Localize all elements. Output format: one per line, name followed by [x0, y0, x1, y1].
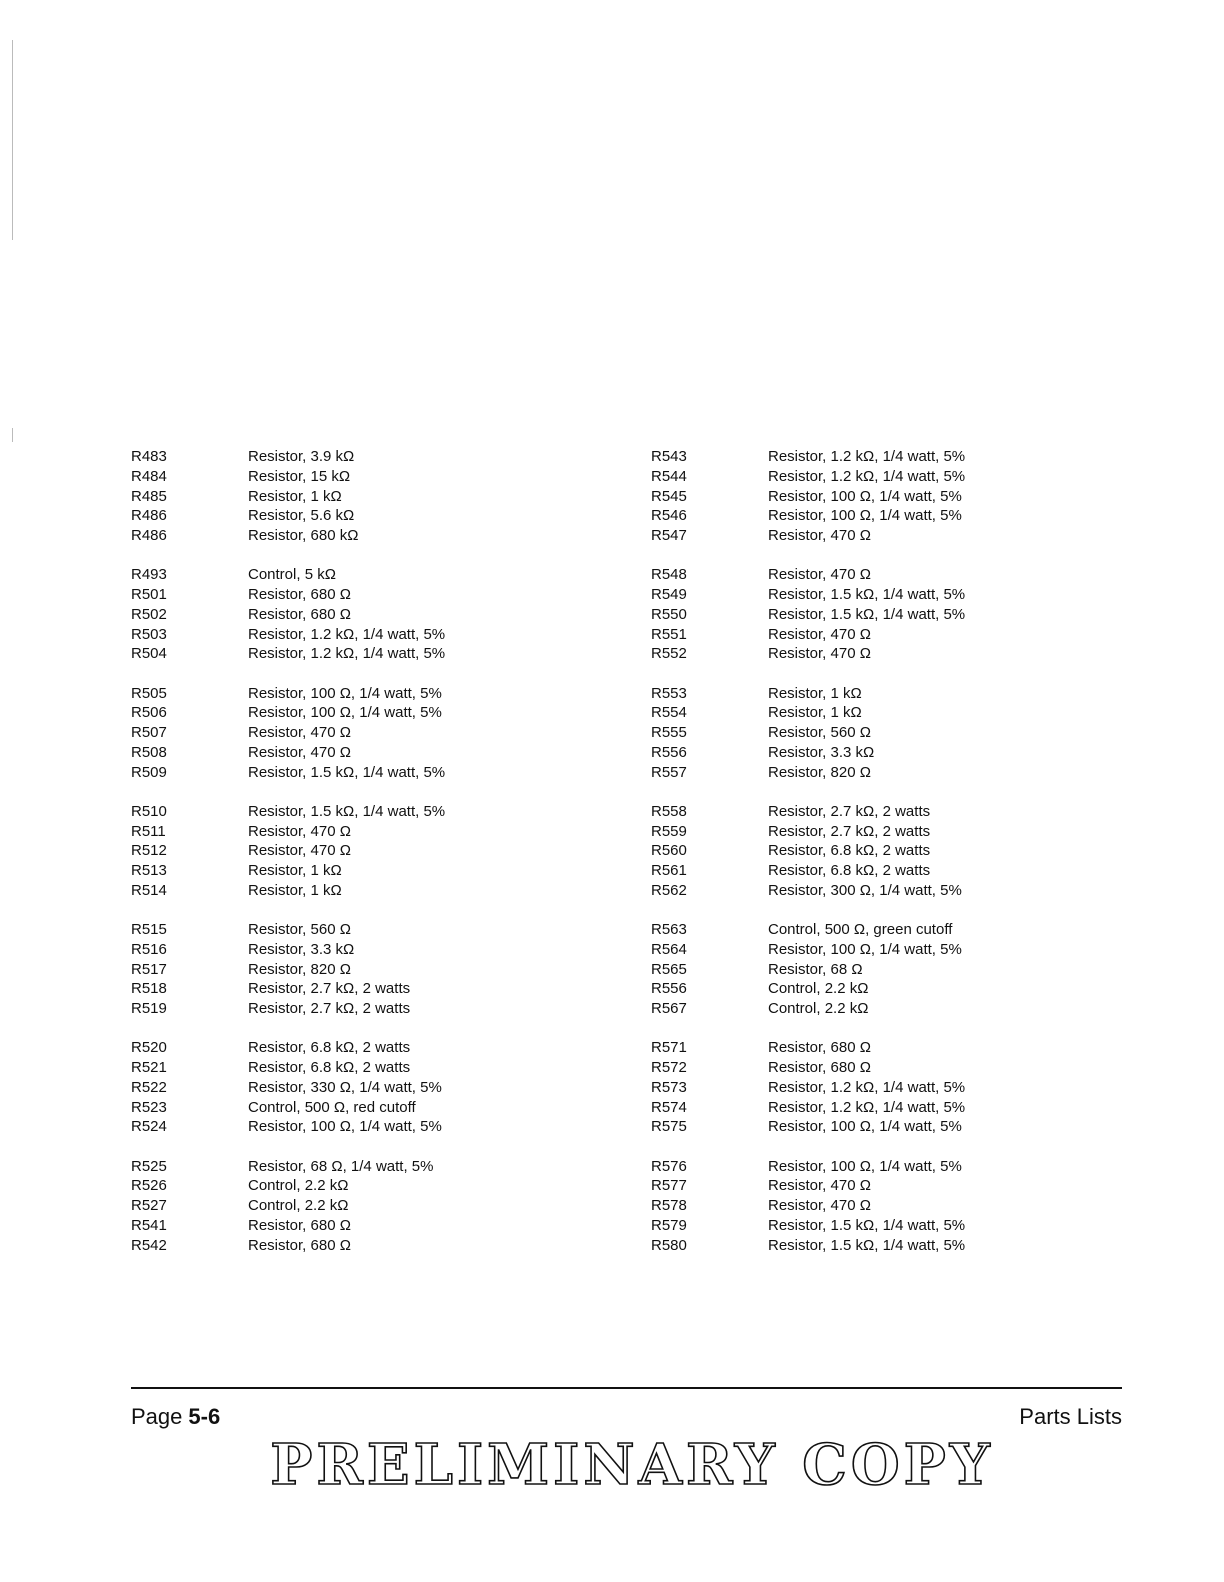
part-description: Resistor, 1.5 kΩ, 1/4 watt, 5%: [248, 763, 446, 781]
parts-row: [131, 881, 601, 901]
parts-row: [131, 999, 601, 1019]
part-description: Resistor, 1.5 kΩ, 1/4 watt, 5%: [248, 802, 446, 820]
part-description: Control, 2.2 kΩ: [248, 1177, 349, 1195]
part-reference: R544: [651, 467, 687, 485]
part-reference: R547: [651, 527, 687, 544]
page-number-label: [131, 1404, 220, 1430]
part-description: Resistor, 470 Ω: [768, 625, 871, 643]
parts-row: [651, 1236, 1121, 1256]
part-description: Resistor, 560 Ω: [248, 921, 351, 938]
part-reference: R572: [651, 1059, 687, 1076]
parts-row: [651, 447, 1121, 467]
parts-group: [131, 1038, 601, 1137]
part-reference: R571: [651, 1039, 687, 1057]
part-description: Resistor, 1 kΩ: [768, 704, 862, 722]
part-description: Resistor, 680 Ω: [248, 1236, 351, 1254]
parts-row: [131, 467, 601, 487]
part-reference: R558: [651, 802, 687, 820]
parts-group: [131, 1157, 601, 1256]
parts-row: [651, 1098, 1121, 1118]
parts-row: [651, 920, 1121, 940]
parts-row: [131, 822, 601, 842]
parts-row: [651, 644, 1121, 664]
part-reference: R519: [131, 1000, 167, 1017]
part-description: Resistor, 1.2 kΩ, 1/4 watt, 5%: [768, 1098, 966, 1116]
part-description: Resistor, 100 Ω, 1/4 watt, 5%: [248, 704, 442, 722]
parts-row: [131, 743, 601, 763]
part-description: Resistor, 820 Ω: [248, 960, 351, 978]
page-number: 5-6: [188, 1404, 221, 1429]
part-description: Resistor, 100 Ω, 1/4 watt, 5%: [768, 1157, 962, 1175]
parts-row: [131, 625, 601, 645]
parts-row: [651, 625, 1121, 645]
parts-list-left-column: [131, 447, 601, 1275]
part-reference: R507: [131, 724, 167, 741]
part-description: Resistor, 300 Ω, 1/4 watt, 5%: [768, 881, 962, 899]
part-reference: R518: [131, 980, 167, 998]
part-reference: R561: [651, 862, 687, 879]
part-reference: R564: [651, 940, 687, 958]
parts-row: [131, 1196, 601, 1216]
part-reference: R524: [131, 1118, 167, 1136]
part-reference: R575: [651, 1118, 687, 1136]
part-reference: R562: [651, 881, 687, 899]
part-description: Resistor, 15 kΩ: [248, 467, 351, 485]
part-description: Resistor, 470 Ω: [768, 1197, 871, 1214]
part-reference: R527: [131, 1197, 167, 1214]
parts-row: [131, 585, 601, 605]
part-description: Resistor, 2.7 kΩ, 2 watts: [248, 980, 411, 998]
part-description: Resistor, 1.2 kΩ, 1/4 watt, 5%: [768, 1078, 966, 1096]
part-description: Resistor, 3.3 kΩ: [248, 940, 355, 958]
part-description: Resistor, 1 kΩ: [248, 862, 342, 879]
part-description: Resistor, 1.5 kΩ, 1/4 watt, 5%: [768, 1236, 966, 1254]
part-reference: R512: [131, 842, 167, 860]
part-description: Resistor, 330 Ω, 1/4 watt, 5%: [248, 1078, 442, 1096]
parts-row: [651, 1058, 1121, 1078]
scan-margin-mark: [12, 428, 13, 442]
parts-row: [131, 1236, 601, 1256]
part-reference: R493: [131, 566, 167, 584]
part-description: Resistor, 2.7 kΩ, 2 watts: [248, 1000, 411, 1017]
part-reference: R580: [651, 1236, 687, 1254]
parts-row: [131, 1078, 601, 1098]
parts-row: [131, 1176, 601, 1196]
parts-row: [131, 506, 601, 526]
part-description: Resistor, 1 kΩ: [248, 487, 342, 505]
part-reference: R549: [651, 586, 687, 603]
part-reference: R511: [131, 822, 166, 840]
parts-row: [651, 881, 1121, 901]
part-reference: R517: [131, 960, 167, 978]
part-reference: R509: [131, 763, 167, 781]
parts-row: [131, 1098, 601, 1118]
part-description: Resistor, 68 Ω: [768, 960, 863, 978]
part-reference: R552: [651, 645, 687, 663]
part-reference: R565: [651, 960, 687, 978]
part-reference: R579: [651, 1216, 687, 1234]
part-description: Resistor, 820 Ω: [768, 763, 871, 781]
parts-row: [131, 940, 601, 960]
page-word: Page: [131, 1404, 183, 1429]
part-reference: R550: [651, 605, 687, 623]
parts-row: [131, 1058, 601, 1078]
part-reference: R505: [131, 684, 167, 702]
parts-group: [651, 802, 1121, 901]
preliminary-copy-stamp: PRELIMINARY COPY: [270, 1432, 994, 1498]
part-reference: R560: [651, 842, 687, 860]
part-reference: R548: [651, 566, 687, 584]
part-reference: R521: [131, 1059, 167, 1076]
parts-row: [651, 506, 1121, 526]
parts-row: [651, 1157, 1121, 1177]
parts-row: [131, 487, 601, 507]
part-description: Resistor, 100 Ω, 1/4 watt, 5%: [768, 1118, 962, 1136]
parts-group: [651, 1157, 1121, 1256]
part-description: Resistor, 1.2 kΩ, 1/4 watt, 5%: [248, 645, 446, 663]
part-reference: R576: [651, 1157, 687, 1175]
part-reference: R483: [131, 448, 167, 465]
part-reference: R551: [651, 625, 687, 643]
parts-group: [651, 447, 1121, 546]
part-reference: R486: [131, 527, 167, 544]
parts-row: [131, 841, 601, 861]
part-description: Resistor, 6.8 kΩ, 2 watts: [248, 1039, 411, 1057]
part-description: Resistor, 3.3 kΩ: [768, 743, 875, 761]
part-reference: R513: [131, 862, 167, 879]
part-reference: R515: [131, 921, 167, 938]
part-description: Resistor, 680 Ω: [248, 1216, 351, 1234]
part-reference: R504: [131, 645, 167, 663]
parts-row: [131, 565, 601, 585]
part-description: Resistor, 5.6 kΩ: [248, 507, 355, 525]
part-description: Resistor, 470 Ω: [248, 822, 351, 840]
parts-row: [651, 743, 1121, 763]
parts-group: [131, 684, 601, 783]
parts-row: [651, 585, 1121, 605]
parts-row: [651, 1038, 1121, 1058]
parts-row: [131, 979, 601, 999]
parts-row: [651, 703, 1121, 723]
part-description: Resistor, 470 Ω: [768, 645, 871, 663]
part-reference: R545: [651, 487, 687, 505]
part-reference: R514: [131, 881, 167, 899]
parts-row: [131, 447, 601, 467]
part-reference: R523: [131, 1098, 167, 1116]
parts-list-right-column: [651, 447, 1121, 1275]
part-reference: R556: [651, 743, 687, 761]
parts-row: [651, 1196, 1121, 1216]
parts-row: [131, 1117, 601, 1137]
part-description: Resistor, 6.8 kΩ, 2 watts: [768, 862, 931, 879]
parts-row: [651, 1216, 1121, 1236]
part-description: Resistor, 1.5 kΩ, 1/4 watt, 5%: [768, 586, 966, 603]
parts-row: [131, 1216, 601, 1236]
part-description: Resistor, 6.8 kΩ, 2 watts: [768, 842, 931, 860]
parts-row: [651, 526, 1121, 546]
parts-row: [651, 723, 1121, 743]
part-reference: R526: [131, 1177, 167, 1195]
part-description: Resistor, 470 Ω: [768, 1177, 871, 1195]
parts-row: [131, 1038, 601, 1058]
part-reference: R484: [131, 467, 167, 485]
part-reference: R554: [651, 704, 687, 722]
parts-row: [131, 763, 601, 783]
parts-group: [651, 920, 1121, 1019]
part-reference: R486: [131, 507, 167, 525]
part-description: Resistor, 1.5 kΩ, 1/4 watt, 5%: [768, 1216, 966, 1234]
part-description: Resistor, 1.2 kΩ, 1/4 watt, 5%: [768, 467, 966, 485]
part-reference: R574: [651, 1098, 687, 1116]
part-description: Resistor, 470 Ω: [768, 527, 871, 544]
part-description: Resistor, 470 Ω: [248, 724, 351, 741]
section-title: Parts Lists: [1019, 1404, 1122, 1429]
part-description: Resistor, 100 Ω, 1/4 watt, 5%: [248, 1118, 442, 1136]
parts-row: [651, 1078, 1121, 1098]
part-description: Control, 500 Ω, green cutoff: [768, 921, 953, 938]
part-description: Resistor, 1 kΩ: [768, 684, 862, 702]
parts-row: [651, 802, 1121, 822]
part-description: Control, 2.2 kΩ: [248, 1197, 349, 1214]
part-description: Resistor, 470 Ω: [768, 566, 871, 584]
part-description: Resistor, 680 Ω: [768, 1059, 871, 1076]
parts-row: [651, 467, 1121, 487]
parts-row: [131, 861, 601, 881]
parts-row: [651, 999, 1121, 1019]
part-reference: R557: [651, 763, 687, 781]
parts-row: [651, 605, 1121, 625]
part-reference: R553: [651, 684, 687, 702]
part-description: Resistor, 2.7 kΩ, 2 watts: [768, 802, 931, 820]
part-reference: R520: [131, 1039, 167, 1057]
part-description: Control, 500 Ω, red cutoff: [248, 1098, 416, 1116]
part-description: Control, 5 kΩ: [248, 566, 336, 584]
part-description: Resistor, 100 Ω, 1/4 watt, 5%: [768, 940, 962, 958]
parts-row: [651, 1117, 1121, 1137]
part-reference: R556: [651, 980, 687, 998]
parts-row: [131, 605, 601, 625]
part-description: Resistor, 680 Ω: [768, 1039, 871, 1057]
parts-row: [651, 1176, 1121, 1196]
part-description: Resistor, 1.2 kΩ, 1/4 watt, 5%: [248, 625, 446, 643]
parts-group: [131, 447, 601, 546]
part-description: Resistor, 470 Ω: [248, 842, 351, 860]
part-reference: R522: [131, 1078, 167, 1096]
parts-row: [131, 920, 601, 940]
parts-row: [651, 763, 1121, 783]
part-reference: R503: [131, 625, 167, 643]
parts-row: [131, 1157, 601, 1177]
part-description: Resistor, 6.8 kΩ, 2 watts: [248, 1059, 411, 1076]
part-description: Resistor, 680 Ω: [248, 605, 351, 623]
parts-row: [651, 979, 1121, 999]
part-description: Control, 2.2 kΩ: [768, 1000, 869, 1017]
parts-row: [131, 723, 601, 743]
parts-row: [131, 802, 601, 822]
parts-group: [131, 565, 601, 664]
part-description: Resistor, 3.9 kΩ: [248, 448, 355, 465]
part-description: Control, 2.2 kΩ: [768, 980, 869, 998]
parts-row: [651, 841, 1121, 861]
part-description: Resistor, 560 Ω: [768, 724, 871, 741]
part-description: Resistor, 68 Ω, 1/4 watt, 5%: [248, 1157, 434, 1175]
parts-row: [131, 960, 601, 980]
part-reference: R578: [651, 1197, 687, 1214]
part-reference: R525: [131, 1157, 167, 1175]
footer-rule: [131, 1387, 1122, 1389]
part-reference: R508: [131, 743, 167, 761]
parts-group: [651, 565, 1121, 664]
part-description: Resistor, 680 kΩ: [248, 527, 359, 544]
part-description: Resistor, 680 Ω: [248, 586, 351, 603]
part-reference: R567: [651, 1000, 687, 1017]
part-reference: R501: [131, 586, 167, 603]
part-description: Resistor, 470 Ω: [248, 743, 351, 761]
part-reference: R510: [131, 802, 167, 820]
parts-row: [651, 565, 1121, 585]
scan-margin-mark: [12, 40, 13, 240]
part-reference: R577: [651, 1177, 687, 1195]
parts-group: [651, 1038, 1121, 1137]
part-reference: R485: [131, 487, 167, 505]
parts-group: [651, 684, 1121, 783]
part-reference: R546: [651, 507, 687, 525]
part-reference: R541: [131, 1216, 167, 1234]
part-description: Resistor, 1 kΩ: [248, 881, 342, 899]
part-description: Resistor, 100 Ω, 1/4 watt, 5%: [768, 507, 962, 525]
part-description: Resistor, 1.5 kΩ, 1/4 watt, 5%: [768, 605, 966, 623]
part-reference: R516: [131, 940, 167, 958]
part-reference: R502: [131, 605, 167, 623]
part-reference: R542: [131, 1236, 167, 1254]
parts-row: [651, 861, 1121, 881]
parts-row: [131, 684, 601, 704]
part-description: Resistor, 100 Ω, 1/4 watt, 5%: [248, 684, 442, 702]
part-reference: R559: [651, 822, 687, 840]
parts-row: [131, 526, 601, 546]
parts-group: [131, 802, 601, 901]
part-reference: R573: [651, 1078, 687, 1096]
part-reference: R543: [651, 448, 687, 465]
part-reference: R555: [651, 724, 687, 741]
parts-row: [131, 703, 601, 723]
part-description: Resistor, 1.2 kΩ, 1/4 watt, 5%: [768, 448, 966, 465]
parts-group: [131, 920, 601, 1019]
part-description: Resistor, 2.7 kΩ, 2 watts: [768, 822, 931, 840]
parts-row: [651, 487, 1121, 507]
part-reference: R506: [131, 704, 167, 722]
parts-row: [651, 684, 1121, 704]
parts-row: [651, 822, 1121, 842]
parts-row: [131, 644, 601, 664]
part-reference: R563: [651, 921, 687, 938]
parts-row: [651, 940, 1121, 960]
parts-row: [651, 960, 1121, 980]
part-description: Resistor, 100 Ω, 1/4 watt, 5%: [768, 487, 962, 505]
